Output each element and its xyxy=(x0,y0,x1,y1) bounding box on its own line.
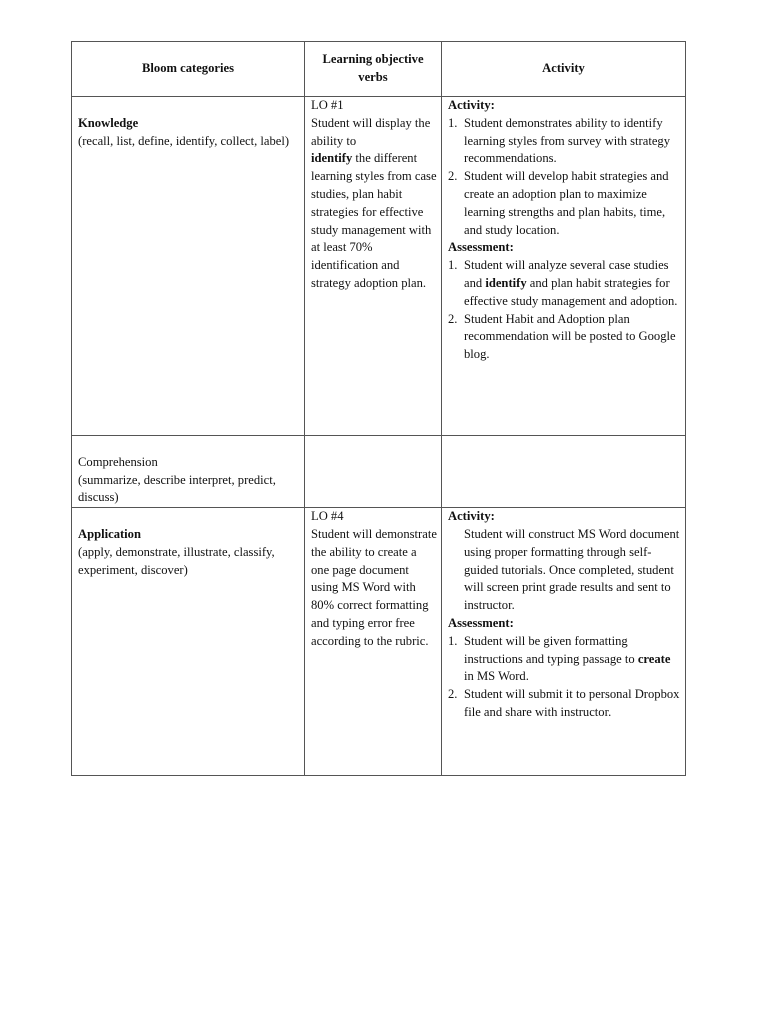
list-item-text: Student will analyze several case studies and xyxy=(464,258,669,290)
list-number: 2. xyxy=(448,169,458,184)
list-item xyxy=(448,115,681,168)
category-title-knowledge: Knowledge xyxy=(78,115,139,130)
bloom-taxonomy-table xyxy=(71,41,686,776)
list-item xyxy=(448,686,681,722)
list-item xyxy=(448,633,681,686)
list-item-text: Student will submit it to personal Dropbox file and share with instructor. xyxy=(464,687,680,719)
assessment-keyword: create xyxy=(637,651,671,666)
list-item-text: in MS Word. xyxy=(464,669,529,684)
objective-cell-empty xyxy=(305,436,442,508)
category-desc-knowledge: (recall, list, define, identify, collect, label) xyxy=(78,133,290,148)
assessment-label-application: Assessment: xyxy=(448,615,514,630)
activity-label-application: Activity: xyxy=(448,509,495,524)
category-title-comprehension: Comprehension xyxy=(78,454,158,469)
assessment-list-application xyxy=(448,633,681,722)
list-item xyxy=(448,257,681,310)
lo4-text: Student will demonstrate the ability to create a one page document using MS Word with 80% correct formatting and typing error free according to the rubric. xyxy=(311,526,437,648)
activity-label-knowledge: Activity: xyxy=(448,98,495,112)
lo-title-1: LO #1 xyxy=(311,98,344,112)
list-item-text: Student Habit and Adoption plan recommendation will be posted to Google blog. xyxy=(464,311,676,362)
assessment-list-knowledge xyxy=(448,257,681,364)
list-number: 2. xyxy=(448,311,458,326)
category-cell-application xyxy=(72,508,305,776)
category-title-application: Application xyxy=(78,526,141,541)
list-item-text: Student will be given formatting instructions and typing passage to xyxy=(464,633,638,666)
activity-cell-empty xyxy=(442,436,686,508)
objective-cell-lo4 xyxy=(305,508,442,776)
table-row-comprehension xyxy=(72,436,686,508)
lo1-keyword: identify xyxy=(311,151,353,166)
category-desc-comprehension: (summarize, describe interpret, predict, discuss) xyxy=(78,472,276,505)
header-bloom-categories: Bloom categories xyxy=(72,42,305,97)
activity-list-knowledge xyxy=(448,115,681,240)
lo1-text-after: the different learning styles from case studies, plan habit strategies for effective study management with at least 70% identification and strategy adoption plan. xyxy=(311,151,437,290)
category-desc-application: (apply, demonstrate, illustrate, classify, experiment, discover) xyxy=(78,544,275,577)
assessment-keyword: identify xyxy=(485,275,527,290)
list-item xyxy=(448,168,681,239)
list-item xyxy=(448,311,681,364)
header-learning-objective-verbs: Learning objective verbs xyxy=(305,42,442,97)
list-number: 1. xyxy=(448,258,458,273)
table-row-application xyxy=(72,508,686,776)
list-number: 1. xyxy=(448,115,458,130)
list-item-text: and plan habit strategies for effective study management and adoption. xyxy=(464,275,678,308)
objective-cell-lo1 xyxy=(305,97,442,436)
activity-cell-knowledge xyxy=(442,97,686,436)
category-cell-comprehension xyxy=(72,436,305,508)
list-item-text: Student will develop habit strategies and create an adoption plan to maximize learning strengths and plan habits, time, and study location. xyxy=(464,169,669,237)
header-activity: Activity xyxy=(442,42,686,97)
list-number: 2. xyxy=(448,687,458,702)
activity-cell-application xyxy=(442,508,686,776)
table-header-row xyxy=(72,42,686,97)
assessment-label-knowledge: Assessment: xyxy=(448,240,514,255)
table-row-knowledge xyxy=(72,97,686,436)
activity-text-application: Student will construct MS Word document using proper formatting through self-guided tutorials. Once completed, student will screen print grade results and sent to instructor. xyxy=(464,526,680,613)
list-number: 1. xyxy=(448,633,458,648)
lo-title-4: LO #4 xyxy=(311,509,344,524)
lo1-text-before: Student will display the ability to xyxy=(311,115,431,148)
list-item-text: Student demonstrates ability to identify learning styles from survey with strategy recommendations. xyxy=(464,115,671,166)
category-cell-knowledge xyxy=(72,97,305,436)
